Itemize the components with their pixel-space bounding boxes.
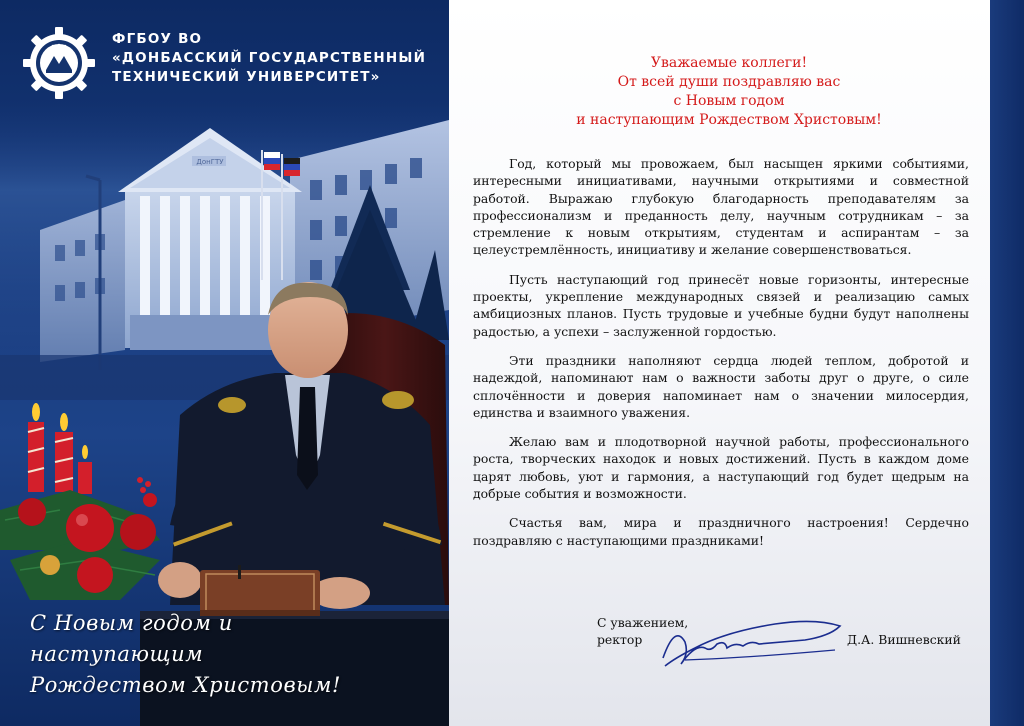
letter-paragraph: Эти праздники наполняют сердца людей теплом, добротой и надеждой, напоминают нам о важности заботы друг о друге, о силе сплочённости и доверия напоминает нам о значении милосердия, единства и взаимного уважения. xyxy=(473,352,969,420)
right-border-stripe xyxy=(990,0,1024,726)
letter-paragraph: Год, который мы провожаем, был насыщен яркими событиями, интересными инициативами, научными открытиями и совместной работой. Выражаю глубокую благодарность преподавателям за профессионализм и преданность делу, научным сотрудникам – за стремление к новым открытиям, студентам и аспирантам – за целеустремлённость, инициативу и желание совершенствоваться. xyxy=(473,156,969,258)
left-panel xyxy=(0,0,449,726)
letter-title-line: с Новым годом xyxy=(673,93,785,109)
left-greeting-line: С Новым годом и xyxy=(30,611,233,635)
building-sign: ДонГТУ xyxy=(196,158,224,166)
university-name xyxy=(112,30,442,87)
sign-label-regards: С уважением, xyxy=(597,615,689,630)
university-name-line: ТЕХНИЧЕСКИЙ УНИВЕРСИТЕТ» xyxy=(112,69,381,85)
sign-label-position: ректор xyxy=(597,632,643,647)
university-name-line: «ДОНБАССКИЙ ГОСУДАРСТВЕННЫЙ xyxy=(112,50,427,66)
letter-paragraph: Счастья вам, мира и праздничного настроения! Сердечно поздравляю с наступающими праздниками! xyxy=(473,515,969,548)
left-greeting-line: Рождеством Христовым! xyxy=(30,673,342,697)
letter-title-line: Уважаемые коллеги! xyxy=(650,55,808,71)
signer-name: Д.А. Вишневский xyxy=(847,632,961,647)
letter-paragraph: Желаю вам и плодотворной научной работы, профессионального роста, творческих находок и новых достижений. Пусть в каждом доме царят любовь, уют и гармония, а наступающий год будет щедрым на добрые события и возможности. xyxy=(473,434,969,502)
signature-block xyxy=(597,614,967,684)
left-greeting-line: наступающим xyxy=(30,642,204,666)
letter-title-line: От всей души поздравляю вас xyxy=(617,74,841,90)
letter-paragraph: Пусть наступающий год принесёт новые горизонты, интересные проекты, укрепление международных связей и реализацию самых амбициозных планов. Пусть трудовые и учебные будни будут наполнены радостью, а успехи – заслуженной гордостью. xyxy=(473,271,969,339)
university-name-line: ФГБОУ ВО xyxy=(112,31,203,47)
letter-title-line: и наступающим Рождеством Христовым! xyxy=(576,112,882,128)
left-greeting-text xyxy=(30,608,360,701)
university-gear-logo-icon xyxy=(22,26,96,100)
letter-body xyxy=(473,155,969,561)
letter-panel xyxy=(449,0,990,726)
christmas-decoration-image xyxy=(0,400,175,620)
letter-title xyxy=(569,54,889,130)
signature-icon xyxy=(655,614,855,672)
